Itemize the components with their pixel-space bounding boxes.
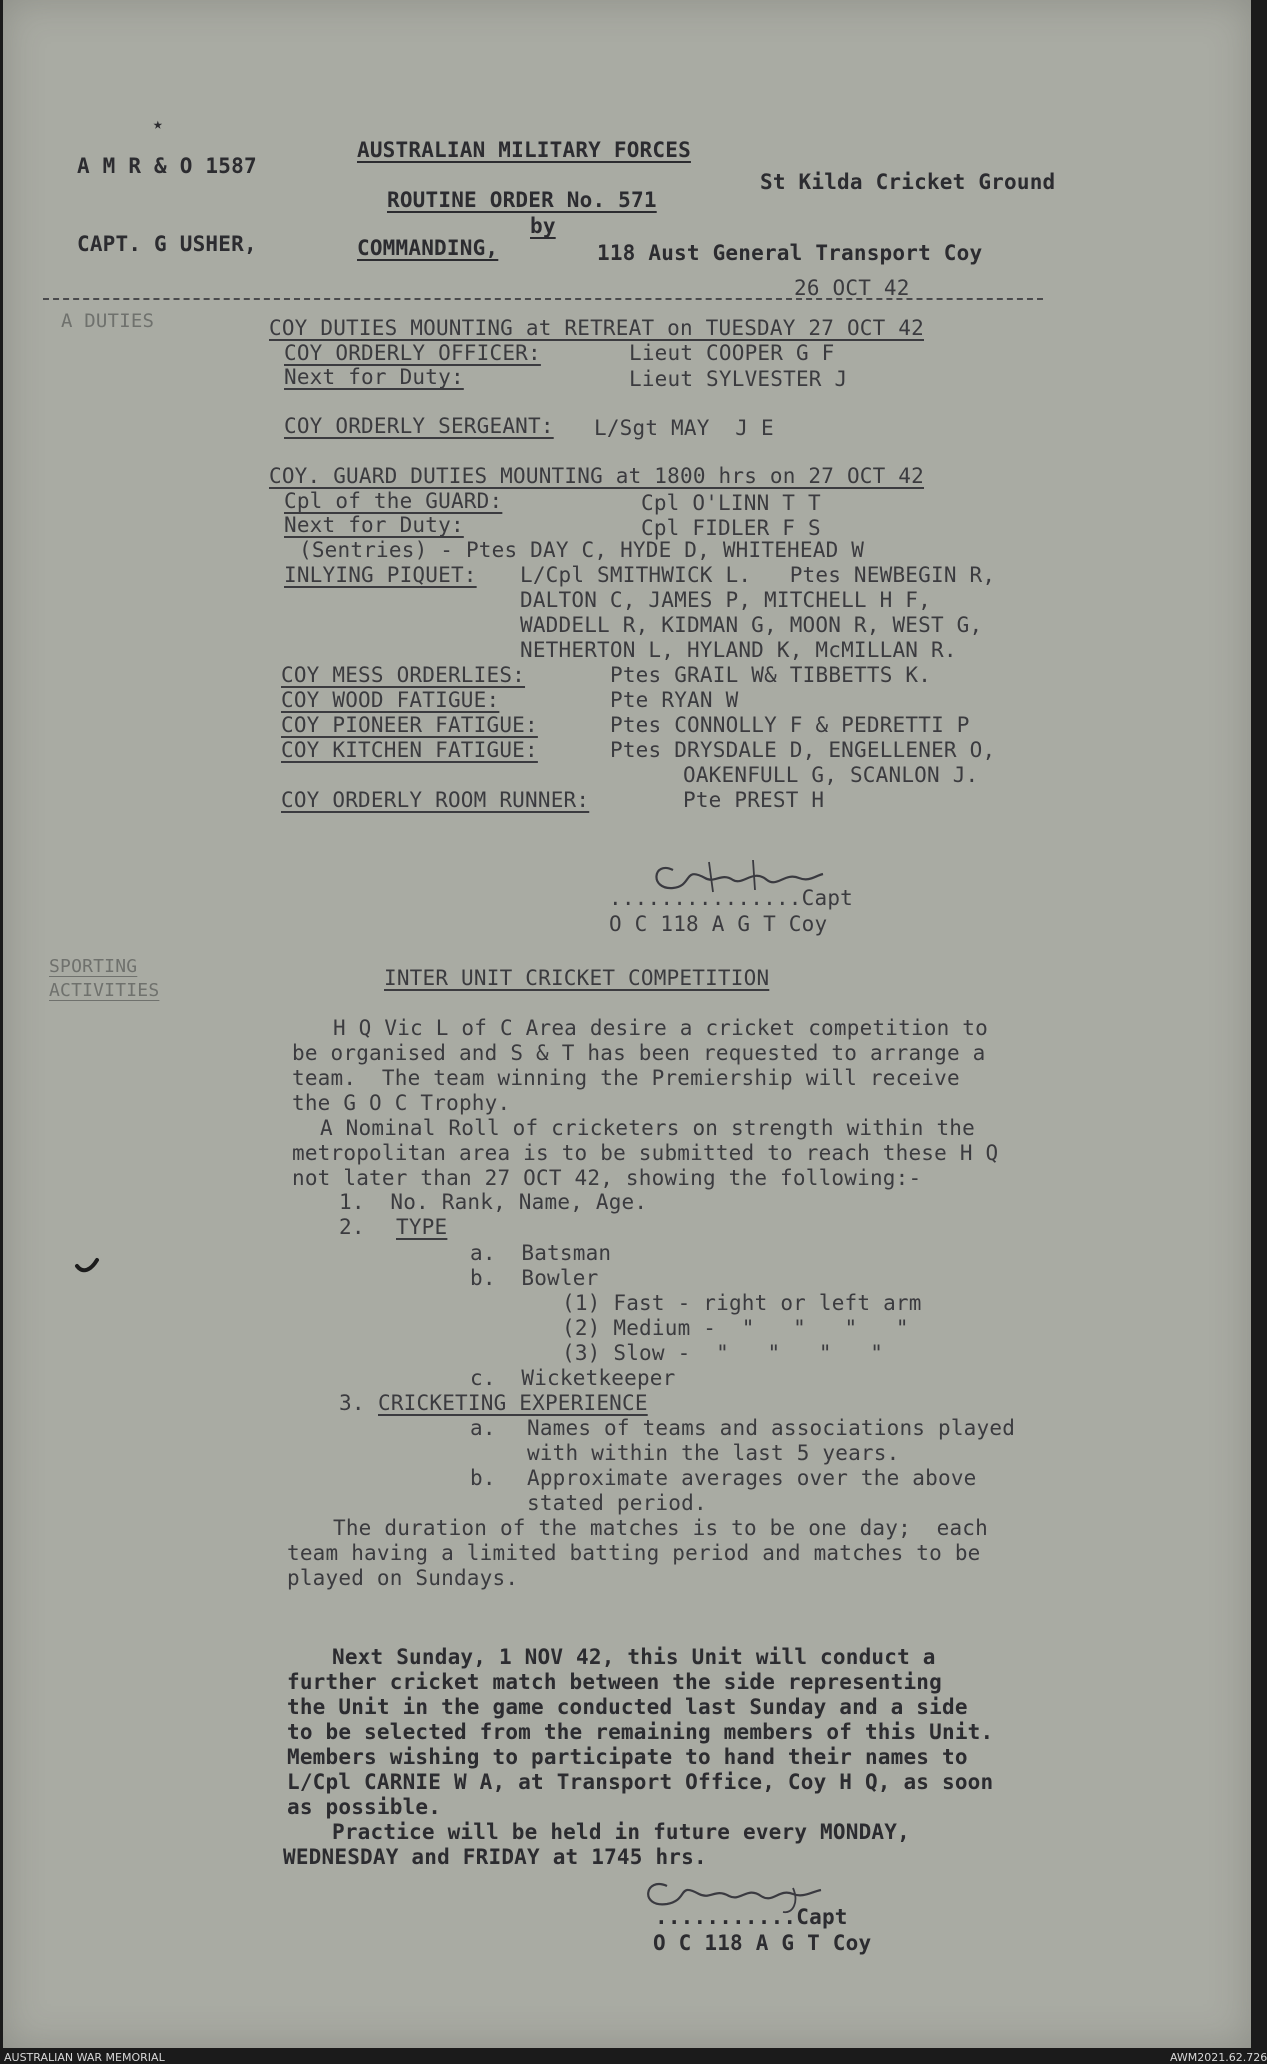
- next-for-duty-value: Lieut SYLVESTER J: [629, 367, 848, 391]
- item-3b-line-2: stated period.: [527, 1491, 707, 1515]
- mess-orderlies-label: COY MESS ORDERLIES:: [281, 663, 526, 687]
- item-2-number: 2.: [339, 1215, 365, 1239]
- notice-line-4: to be selected from the remaining members of this Unit.: [287, 1720, 994, 1744]
- pioneer-fatigue-value: Ptes CONNOLLY F & PEDRETTI P: [610, 713, 970, 737]
- duration-line-2: team having a limited batting period and matches to be: [287, 1541, 981, 1565]
- margin-duties: A DUTIES: [61, 310, 155, 332]
- cpl-of-guard-value: Cpl O'LINN T T: [641, 491, 821, 515]
- margin-activities: ACTIVITIES: [49, 980, 160, 1001]
- header-divider: [43, 298, 1043, 300]
- item-1: 1. No. Rank, Name, Age.: [339, 1190, 648, 1214]
- guard-next-for-duty-value: Cpl FIDLER F S: [641, 516, 821, 540]
- cricket-para-line-5: A Nominal Roll of cricketers on strength within the: [320, 1116, 975, 1140]
- kitchen-fatigue-value-2: OAKENFULL G, SCANLON J.: [683, 763, 979, 787]
- cricket-para-line-6: metropolitan area is to be submitted to reach these H Q: [292, 1141, 999, 1165]
- inlying-piquet-line-2: DALTON C, JAMES P, MITCHELL H F,: [520, 588, 931, 612]
- cricket-para-line-4: the G O C Trophy.: [292, 1091, 511, 1115]
- notice-line-1: Next Sunday, 1 NOV 42, this Unit will conduct a: [332, 1645, 936, 1669]
- commanding-text: COMMANDING,: [357, 236, 499, 260]
- duties-mounting-heading: COY DUTIES MOUNTING at RETREAT on TUESDAY 27 OCT 42: [269, 316, 924, 340]
- wood-fatigue-label: COY WOOD FATIGUE:: [281, 688, 500, 712]
- footer-accession-number: AWM2021.62.726: [1170, 2051, 1267, 2064]
- notice-line-6: L/Cpl CARNIE W A, at Transport Office, Coy H Q, as soon: [287, 1770, 994, 1794]
- reference-number: A M R & O 1587: [77, 154, 257, 178]
- item-3a-line-1: Names of teams and associations played: [527, 1416, 1016, 1440]
- cpl-of-guard-label: Cpl of the GUARD:: [284, 489, 503, 513]
- guard-next-for-duty-label: Next for Duty:: [284, 513, 464, 537]
- orderly-room-runner-value: Pte PREST H: [683, 788, 825, 812]
- duration-line-3: played on Sundays.: [287, 1566, 519, 1590]
- next-for-duty-label: Next for Duty:: [284, 365, 464, 389]
- guard-duties-heading: COY. GUARD DUTIES MOUNTING at 1800 hrs on 27 OCT 42: [269, 464, 924, 488]
- by-text: by: [530, 214, 556, 238]
- kitchen-fatigue-label: COY KITCHEN FATIGUE:: [281, 738, 538, 762]
- signature-2-capt: ...........Capt: [655, 1905, 848, 1929]
- notice-line-2: further cricket match between the side representing: [287, 1670, 942, 1694]
- orderly-room-runner-label: COY ORDERLY ROOM RUNNER:: [281, 788, 590, 812]
- cricket-para-line-7: not later than 27 OCT 42, showing the following:-: [292, 1166, 922, 1190]
- organisation-title: AUSTRALIAN MILITARY FORCES: [357, 138, 691, 162]
- wood-fatigue-value: Pte RYAN W: [610, 688, 739, 712]
- item-2a: a. Batsman: [470, 1241, 612, 1265]
- inlying-piquet-line-3: WADDELL R, KIDMAN G, MOON R, WEST G,: [520, 613, 983, 637]
- margin-sporting: SPORTING: [49, 956, 138, 977]
- order-date: 26 OCT 42: [794, 276, 910, 300]
- location: St Kilda Cricket Ground: [760, 170, 1056, 194]
- orderly-officer-label: COY ORDERLY OFFICER:: [284, 341, 541, 365]
- bowler-slow: (3) Slow - " " " ": [562, 1341, 884, 1365]
- notice-line-5: Members wishing to participate to hand their names to: [287, 1745, 968, 1769]
- item-3b-line-1: Approximate averages over the above: [527, 1466, 977, 1490]
- signature-1-title: O C 118 A G T Coy: [609, 912, 828, 936]
- signature-1-capt: ...............Capt: [609, 886, 854, 910]
- item-3a-line-2: with within the last 5 years.: [527, 1441, 900, 1465]
- footer-archive-name: AUSTRALIAN WAR MEMORIAL: [4, 2051, 165, 2064]
- bowler-fast: (1) Fast - right or left arm: [562, 1291, 922, 1315]
- mess-orderlies-value: Ptes GRAIL W& TIBBETTS K.: [610, 663, 932, 687]
- cricket-para-line-3: team. The team winning the Premiership will receive: [292, 1066, 960, 1090]
- orderly-sergeant-label: COY ORDERLY SERGEANT:: [284, 414, 554, 438]
- item-3-number: 3.: [339, 1391, 365, 1415]
- cricket-para-line-2: be organised and S & T has been requested to arrange a: [292, 1041, 986, 1065]
- sentries: (Sentries) - Ptes DAY C, HYDE D, WHITEHEAD W: [299, 538, 865, 562]
- item-2-type: TYPE: [396, 1215, 448, 1239]
- item-3b-letter: b.: [470, 1466, 496, 1490]
- practice-line-1: Practice will be held in future every MONDAY,: [332, 1820, 910, 1844]
- item-3a-letter: a.: [470, 1416, 496, 1440]
- bowler-medium: (2) Medium - " " " ": [562, 1316, 909, 1340]
- staple-mark-icon: [73, 1256, 103, 1276]
- orderly-officer-value: Lieut COOPER G F: [629, 341, 835, 365]
- item-3-heading: CRICKETING EXPERIENCE: [378, 1391, 648, 1415]
- document-page: [3, 0, 1251, 2048]
- commanding-officer: CAPT. G USHER,: [77, 232, 257, 256]
- signature-2-title: O C 118 A G T Coy: [653, 1931, 872, 1955]
- pioneer-fatigue-label: COY PIONEER FATIGUE:: [281, 713, 538, 737]
- unit-name: 118 Aust General Transport Coy: [597, 241, 983, 265]
- item-2b: b. Bowler: [470, 1266, 599, 1290]
- notice-line-7: as possible.: [287, 1795, 442, 1819]
- practice-line-2: WEDNESDAY and FRIDAY at 1745 hrs.: [283, 1845, 707, 1869]
- notice-line-3: the Unit in the game conducted last Sunday and a side: [287, 1695, 968, 1719]
- inlying-piquet-line-4: NETHERTON L, HYLAND K, McMILLAN R.: [520, 638, 957, 662]
- item-2c: c. Wicketkeeper: [470, 1366, 676, 1390]
- routine-order-number: ROUTINE ORDER No. 571: [387, 188, 657, 212]
- cricket-para-line-1: H Q Vic L of C Area desire a cricket competition to: [333, 1016, 988, 1040]
- inlying-piquet-label: INLYING PIQUET:: [284, 563, 477, 587]
- kitchen-fatigue-value-1: Ptes DRYSDALE D, ENGELLENER O,: [610, 738, 996, 762]
- cricket-competition-heading: INTER UNIT CRICKET COMPETITION: [384, 966, 770, 990]
- duration-line-1: The duration of the matches is to be one day; each: [333, 1516, 988, 1540]
- inlying-piquet-line-1: L/Cpl SMITHWICK L. Ptes NEWBEGIN R,: [520, 563, 996, 587]
- orderly-sergeant-value: L/Sgt MAY J E: [594, 416, 774, 440]
- header-star-icon: ★: [153, 114, 163, 133]
